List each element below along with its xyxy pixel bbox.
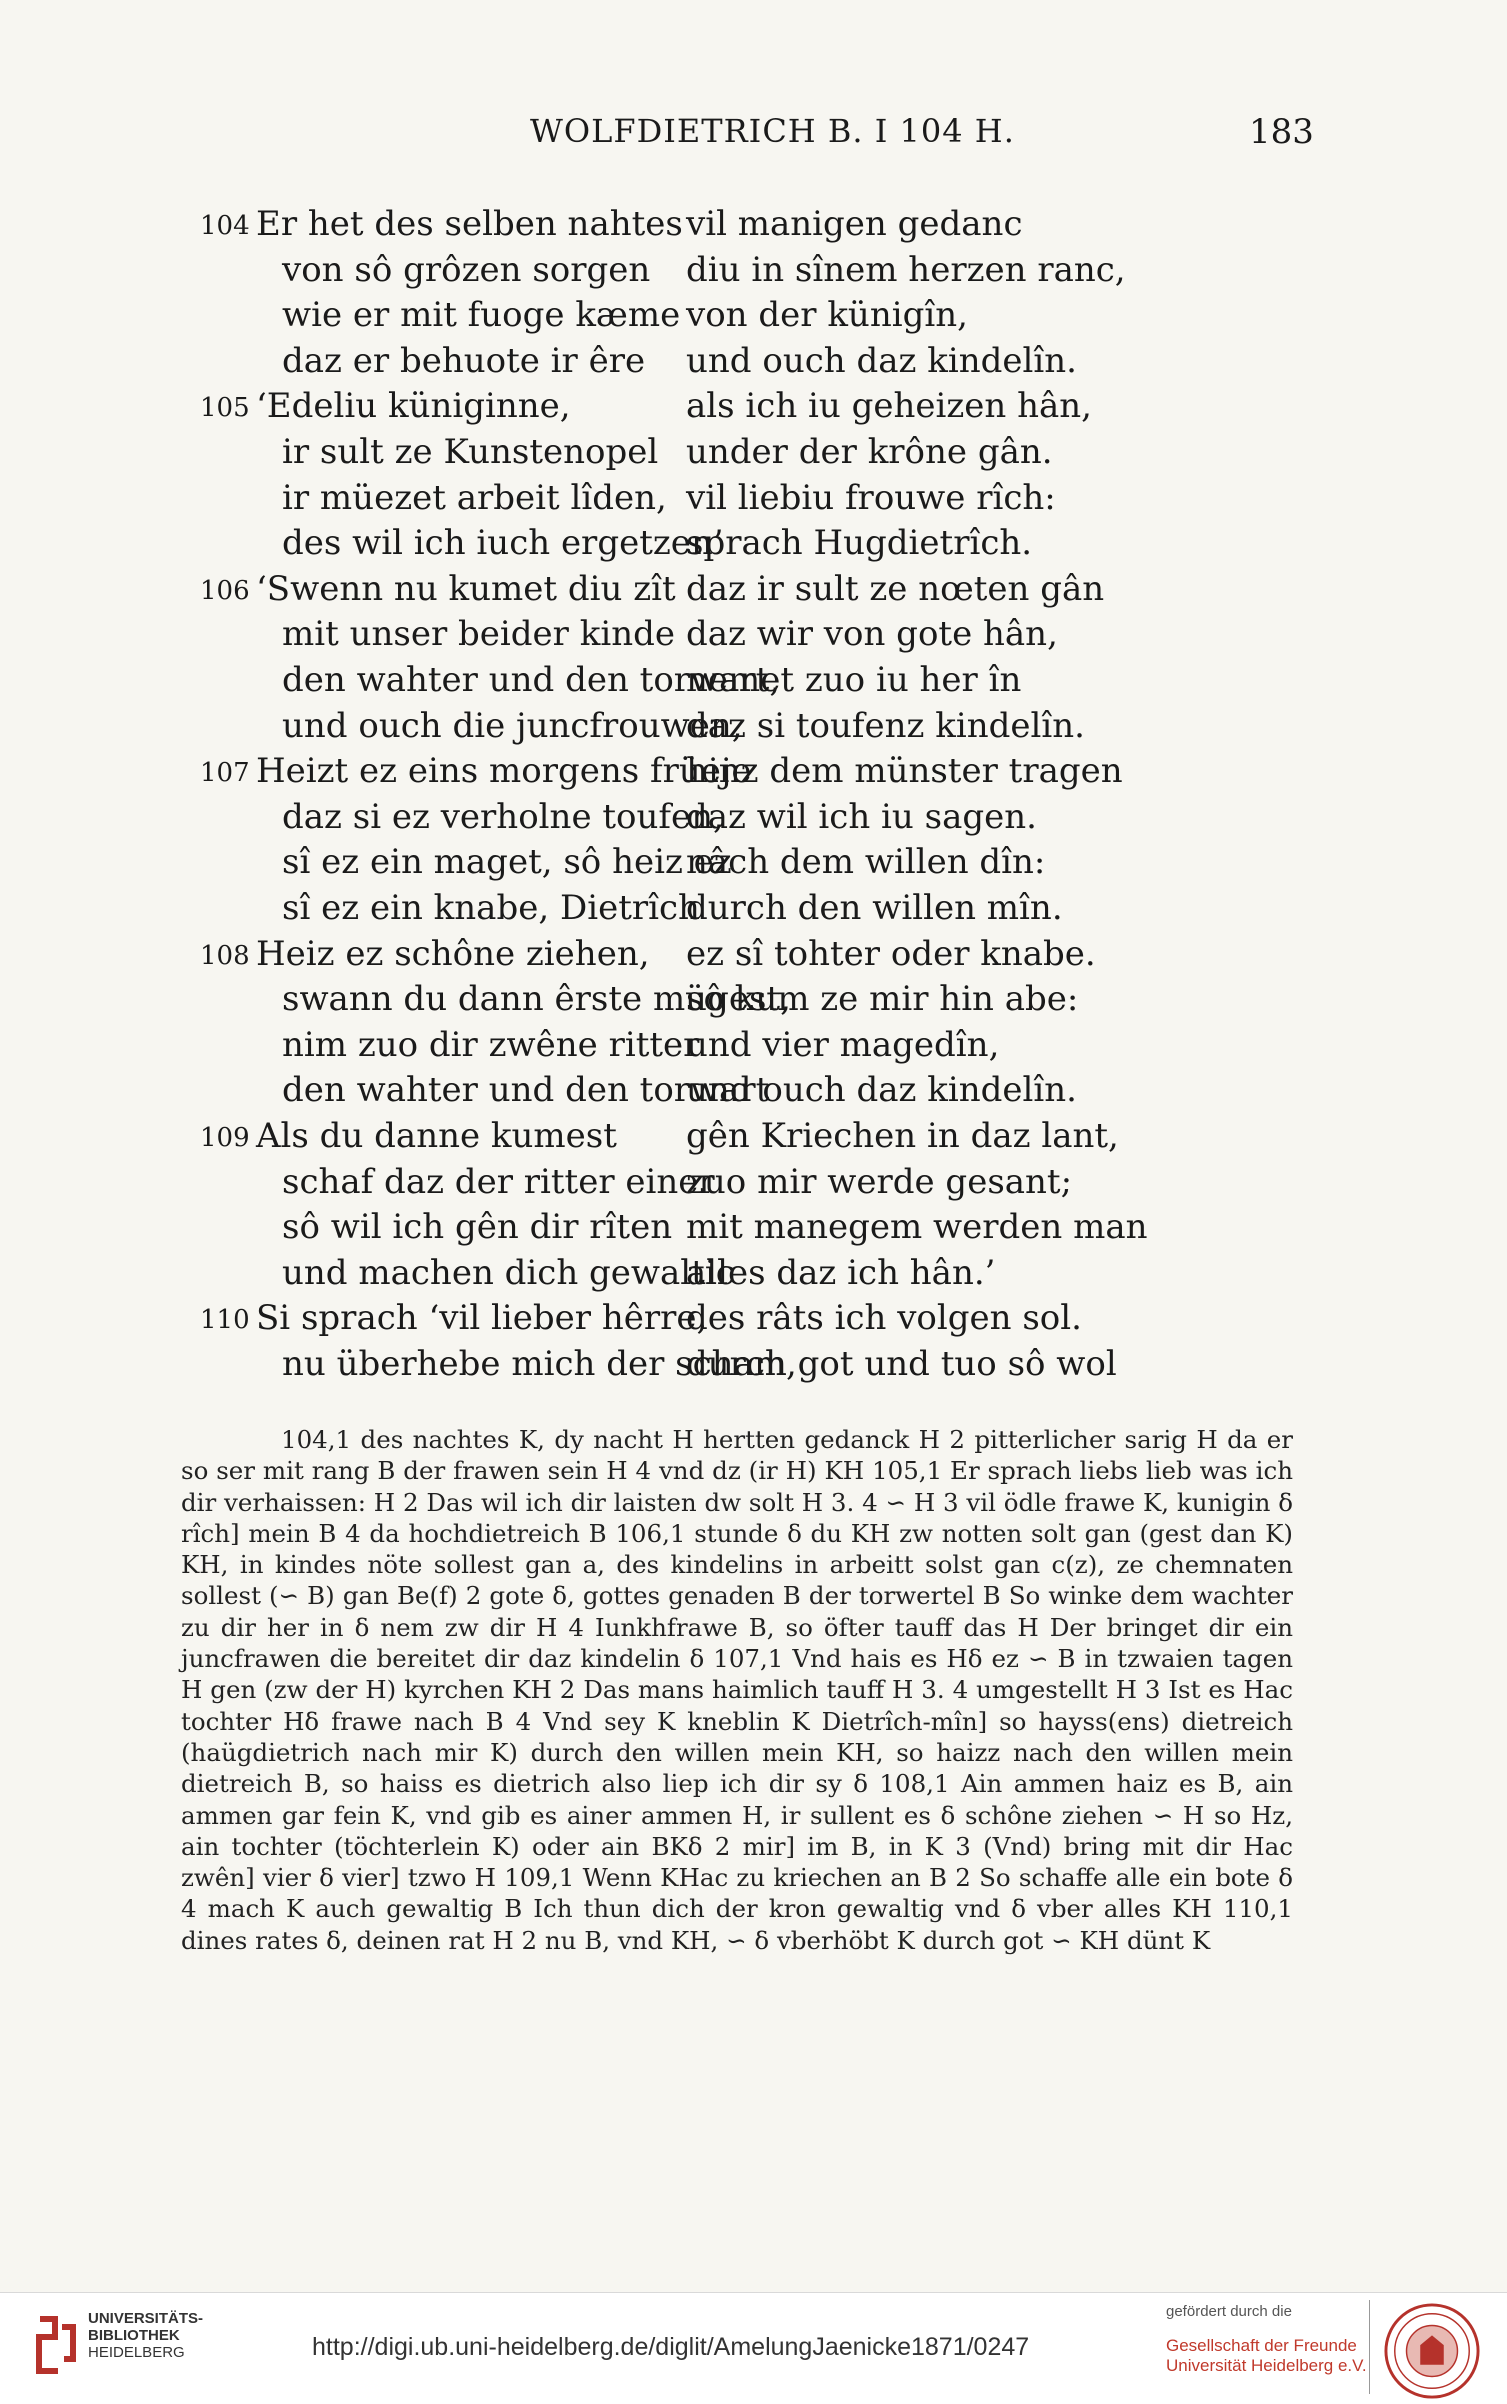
verse-first-half: swann du dann êrste mügest, (282, 979, 791, 1020)
verse-line (0, 430, 1400, 474)
verse-first-half: ir sult ze Kunstenopel (282, 432, 659, 472)
verse-line (0, 1068, 1400, 1112)
verse-first-half: sî ez ein knabe, Dietrîch (282, 888, 700, 928)
verse-line (0, 932, 1400, 976)
stanza-number: 105 (200, 393, 250, 424)
verse-first-half: Als du danne kumest (256, 1116, 617, 1156)
verse-first-half: daz er behuote ir êre (282, 340, 646, 381)
verse-first-half: Heiz ez schône ziehen, (256, 933, 650, 974)
verse-second-half: durch got und tuo sô wol (686, 1344, 1117, 1384)
verse-line (0, 886, 1400, 930)
verse-line (0, 612, 1400, 656)
verse-line (0, 567, 1400, 611)
verse-second-half: diu in sînem herzen ranc, (686, 249, 1126, 290)
verse-line (0, 248, 1400, 292)
verse-first-half: von sô grôzen sorgen (282, 249, 651, 290)
stanza-number: 109 (200, 1123, 250, 1153)
verse-second-half: gên Kriechen in daz lant, (686, 1116, 1119, 1156)
verse-line (0, 704, 1400, 748)
verse-second-half: als ich iu geheizen hân, (686, 386, 1092, 427)
page-number: 183 (1249, 112, 1314, 152)
verse-second-half: von der künigîn, (686, 295, 968, 336)
library-logo-icon (32, 2310, 82, 2380)
verse-line (0, 293, 1400, 337)
verse-first-half: mit unser beider kinde (282, 614, 675, 655)
verse-second-half: daz ir sult ze nœten gân (686, 568, 1105, 609)
verse-second-half: sô kum ze mir hin abe: (686, 979, 1079, 1020)
verse-first-half: ‘Swenn nu kumet diu zît (256, 568, 676, 609)
verse-second-half: des râts ich volgen sol. (686, 1298, 1082, 1339)
document-url-link[interactable]: http://digi.ub.uni-heidelberg.de/diglit/AmelungJaenicke1871/0247 (312, 2333, 1030, 2361)
verse-line (0, 795, 1400, 839)
verse-second-half: hinz dem münster tragen (686, 751, 1123, 792)
verse-second-half: daz si toufenz kindelîn. (686, 705, 1085, 746)
verse-second-half: vil liebiu frouwe rîch: (686, 477, 1056, 518)
verse-line (0, 1160, 1400, 1204)
verse-line (0, 1342, 1400, 1386)
verse-second-half: durch den willen mîn. (686, 888, 1063, 928)
verse-first-half: daz si ez verholne toufen, (282, 796, 724, 837)
verse-second-half: daz wir von gote hân, (686, 614, 1058, 655)
verse-second-half: alles daz ich hân.’ (686, 1252, 996, 1293)
verse-first-half: Er het des selben nahtes (256, 204, 683, 244)
stanza-number: 104 (200, 211, 250, 241)
verse-second-half: daz wil ich iu sagen. (686, 796, 1037, 837)
verse-second-half: nemet zuo iu her în (686, 660, 1022, 700)
verse-second-half: und ouch daz kindelîn. (686, 340, 1077, 381)
verse-line (0, 840, 1400, 884)
verse-first-half: sô wil ich gên dir rîten (282, 1207, 673, 1248)
verse-line (0, 1114, 1400, 1158)
apparatus-text: 104,1 des nachtes K, dy nacht H hertten gedanck H 2 pitterlicher sarig H da er so ser mit rang B der frawen sein H 4 vnd dz (ir H) KH 105,1 Er sprach liebs lieb was ich dir verhaissen: H 2 Das wil ich dir laisten dw solt H 3. 4 ∽ H 3 vil ödle frawe K, kunigin δ rîch] mein B 4 da hochdietreich B 106,1 stunde δ du KH zw notten solt gan (gest dan K) KH, in kindes nöte sollest gan a, des kindelins in arbeitt solst gan c(z), ze chemnaten sollest (∽ B) gan Be(f) 2 gote δ, gottes genaden B der torwertel B So winke dem wachter zu dir her in δ nem zw dir H 4 Iunkhfrawe B, so öfter tauff das H Der bringet dir ein juncfrawen die bereitet dir daz kindelin δ 107,1 Vnd hais es Hδ ez ∽ B in tzwaien tagen H gen (zw der H) kyrchen KH 2 Das mans haimlich tauff H 3. 4 umgestellt H 3 Ist es Hac tochter Hδ frawe nach B 4 Vnd sey K kneblin K Dietrîch-mîn] so hayss(ens) dietreich (haügdietrich nach mir K) durch den willen mein KH, so haizz nach den willen mein dietreich B, so haiss es dietrich also liep ich dir sy δ 108,1 Ain ammen haiz es B, ain ammen gar fein K, vnd gib es ainer ammen H, ir sullent es δ schône ziehen ∽ H so Hz, ain tochter (töchterlein K) oder ain BKδ 2 mir] im B, in K 3 (Vnd) bring mit dir Hac zwên] vier δ vier] tzwo H 109,1 Wenn KHac zu kriechen an B 2 So schaffe alle ein bote δ 4 mach K auch gewaltig B Ich thun dich der kron gewaltig vnd δ vber alles KH 110,1 dines rates δ, deinen rat H 2 nu B, vnd KH, ∽ δ vberhöbt K durch got ∽ KH dünt K (181, 1425, 1293, 1955)
verse-first-half: und machen dich gewaltic (282, 1252, 735, 1293)
verse-line (0, 384, 1400, 428)
verse-first-half: Heizt ez eins morgens früeje (256, 751, 752, 792)
verse-second-half: nâch dem willen dîn: (686, 842, 1046, 883)
stanza-number: 107 (200, 758, 250, 789)
verse-first-half: den wahter und den torwart (282, 1070, 770, 1111)
library-name: UNIVERSITÄTS- BIBLIOTHEK HEIDELBERG (88, 2310, 204, 2361)
verse-line (0, 1251, 1400, 1295)
university-seal-icon (1383, 2302, 1481, 2400)
verse-second-half: und ouch daz kindelîn. (686, 1070, 1077, 1111)
funded-by-label: gefördert durch die (1166, 2303, 1292, 2320)
verse-second-half: vil manigen gedanc (686, 204, 1023, 244)
verse-line (0, 521, 1400, 565)
verse-line (0, 1205, 1400, 1249)
verse-first-half: Si sprach ‘vil lieber hêrre, (256, 1298, 708, 1339)
verse-second-half: under der krône gân. (686, 432, 1053, 472)
stanza-number: 106 (200, 575, 250, 606)
running-head: WOLFDIETRICH B. I 104 H. (530, 112, 1015, 150)
critical-apparatus (181, 1424, 1293, 1956)
verse-second-half: mit manegem werden man (686, 1207, 1148, 1248)
verse-first-half: ‘Edeliu küniginne, (256, 386, 571, 427)
verse-line (0, 977, 1400, 1021)
society-name: Gesellschaft der Freunde Universität Heidelberg e.V. (1166, 2336, 1367, 2375)
verse-first-half: nu überhebe mich der scham, (282, 1344, 797, 1384)
verse-line (0, 1296, 1400, 1340)
verse-line (0, 749, 1400, 793)
footer-divider (1369, 2300, 1370, 2394)
verse-first-half: schaf daz der ritter einer (282, 1161, 715, 1202)
verse-second-half: ez sî tohter oder knabe. (686, 933, 1096, 974)
verse-line (0, 202, 1400, 246)
verse-line (0, 1023, 1400, 1067)
verse-first-half: nim zuo dir zwêne ritter (282, 1024, 700, 1065)
verse-first-half: den wahter und den torwart, (282, 660, 781, 700)
verse-first-half: sî ez ein maget, sô heiz ez (282, 842, 732, 883)
stanza-number: 110 (200, 1305, 250, 1336)
stanza-number: 108 (200, 940, 250, 971)
verse-line (0, 339, 1400, 383)
verse-first-half: wie er mit fuoge kæme (282, 295, 681, 336)
verse-line (0, 476, 1400, 520)
verse-second-half: sprach Hugdietrîch. (686, 523, 1033, 564)
verse-first-half: ir müezet arbeit lîden, (282, 477, 667, 518)
verse-first-half: und ouch die juncfrouwen, (282, 705, 743, 746)
verse-line (0, 658, 1400, 702)
verse-second-half: zuo mir werde gesant; (686, 1161, 1073, 1202)
verse-first-half: des wil ich iuch ergetzen’ (282, 523, 724, 564)
verse-second-half: und vier magedîn, (686, 1024, 1000, 1065)
